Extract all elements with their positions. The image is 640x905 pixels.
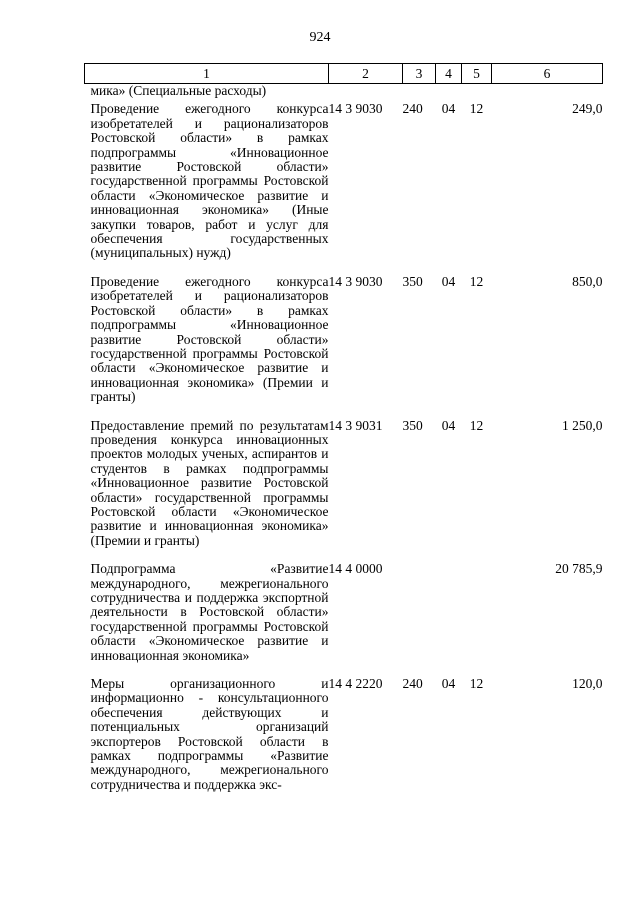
column-header-5: 5 (462, 64, 492, 84)
row-pr: 12 (469, 273, 484, 289)
table-row (85, 419, 603, 563)
row-code (329, 84, 403, 103)
row-rz: 04 (441, 273, 456, 289)
column-header-1: 1 (85, 64, 329, 84)
row-pr: 12 (469, 417, 484, 433)
row-name: Проведение ежегодного конкурса изобретателей и рационализаторов Ростовской области» в рамках подпрограммы «Инновационное развитие Ростовской области» государственной программы Ростовской области «Экономическое развитие и инновационная экономика» (Премии и гранты) (90, 273, 329, 405)
row-vr: 350 (402, 273, 423, 289)
row-vr: 350 (402, 417, 423, 433)
row-code: 14 4 2220 (328, 676, 383, 692)
row-sum: 249,0 (572, 101, 603, 117)
table-row (85, 102, 603, 274)
row-pr (462, 562, 492, 677)
row-rz: 04 (441, 417, 456, 433)
table-row (85, 275, 603, 419)
row-name: Меры организационного и информационно - консультационного обеспечения действующих и потенциальных организаций экспортеров Ростовской области в рамках подпрограммы «Развитие международного, межрегионального сотрудничества и поддержка экс- (90, 676, 329, 792)
page-number: 924 (309, 30, 331, 45)
row-name: мика» (Специальные расходы) (90, 83, 267, 98)
row-code: 14 3 9031 (328, 417, 383, 433)
row-rz (436, 84, 462, 103)
table-row (85, 84, 603, 103)
budget-table (84, 63, 603, 806)
table-row (85, 562, 603, 677)
row-name: Подпрограмма «Развитие международного, межрегионального сотрудничества и поддержка экспортной деятельности в Ростовской области» государственной программы Ростовской области «Экономическое развитие и инновационная экономика» (90, 561, 329, 663)
row-name: Предоставление премий по результатам проведения конкурса инновационных проектов молодых ученых, аспирантов и студентов в рамках подпрограммы «Инновационное развитие Ростовской области» государственной программы Ростовской области «Экономическое развитие и инновационная экономика» (Премии и гранты) (90, 417, 329, 548)
row-vr: 240 (402, 101, 423, 117)
column-header-6: 6 (492, 64, 603, 84)
column-header-2: 2 (329, 64, 403, 84)
row-code: 14 4 0000 (328, 561, 383, 577)
column-header-4: 4 (436, 64, 462, 84)
row-pr: 12 (469, 676, 484, 692)
row-vr (403, 84, 436, 103)
row-rz: 04 (441, 101, 456, 117)
row-pr (462, 84, 492, 103)
row-sum: 120,0 (572, 676, 603, 692)
row-pr: 12 (469, 101, 484, 117)
row-vr: 240 (402, 676, 423, 692)
row-sum: 850,0 (572, 273, 603, 289)
table-header-row (85, 64, 603, 84)
row-code: 14 3 9030 (328, 101, 383, 117)
row-sum (492, 84, 603, 103)
table-row (85, 677, 603, 806)
row-sum: 20 785,9 (555, 561, 603, 577)
row-name: Проведение ежегодного конкурса изобретателей и рационализаторов Ростовской области» в рамках подпрограммы «Инновационное развитие Ростовской области» государственной программы Ростовской области «Экономическое развитие и инновационная экономика» (Иные закупки товаров, работ и услуг для обеспечения государственных (муниципальных) нужд) (90, 101, 329, 261)
row-sum: 1 250,0 (562, 417, 603, 433)
row-rz (436, 562, 462, 677)
row-code: 14 3 9030 (328, 273, 383, 289)
row-rz: 04 (441, 676, 456, 692)
column-header-3: 3 (403, 64, 436, 84)
row-vr (403, 562, 436, 677)
